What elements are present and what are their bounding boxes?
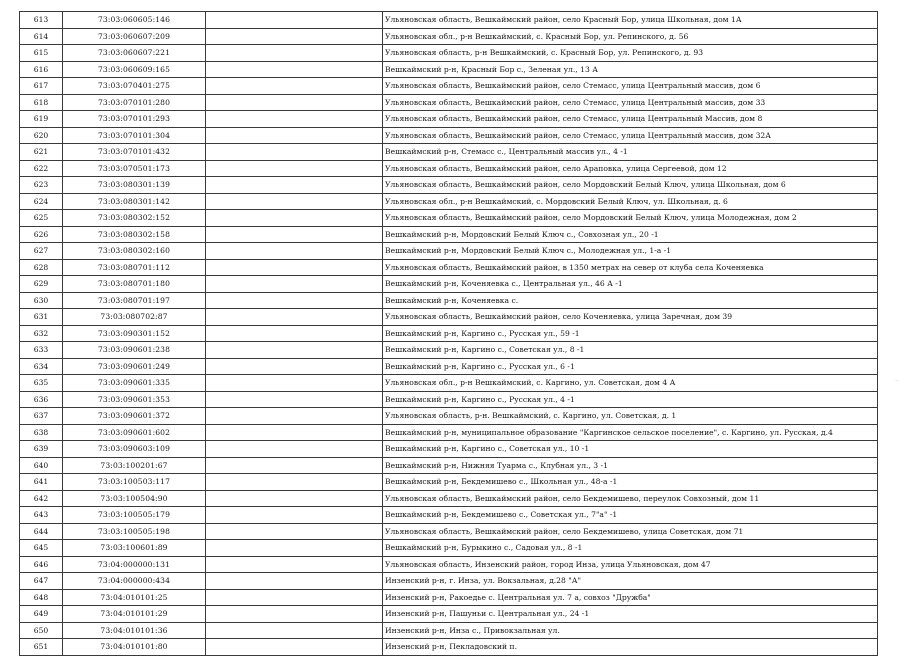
cadastral-number-cell: 73:03:060609:165 [63, 61, 206, 78]
cadastral-number-cell: 73:03:080302:158 [63, 226, 206, 243]
empty-cell [206, 556, 383, 573]
cadastral-number-cell: 73:03:070101:304 [63, 127, 206, 144]
row-number-cell: 617 [20, 78, 63, 95]
empty-cell [206, 523, 383, 540]
cadastral-number-cell: 73:03:100505:198 [63, 523, 206, 540]
row-number-cell: 637 [20, 408, 63, 425]
row-number-cell: 630 [20, 292, 63, 309]
table-row [20, 358, 878, 375]
row-number-cell: 618 [20, 94, 63, 111]
table-row [20, 523, 878, 540]
row-number-cell: 621 [20, 144, 63, 161]
cadastral-number-cell: 73:03:090601:353 [63, 391, 206, 408]
address-cell: Вешкаймский р-н, Бурыкино с., Садовая ул., 8 -1 [383, 540, 878, 557]
table-row [20, 408, 878, 425]
address-cell: Ульяновская область, Вешкаймский район, село Мордовский Белый Ключ, улица Молодежная, дом 2 [383, 210, 878, 227]
table-row [20, 78, 878, 95]
row-number-cell: 613 [20, 12, 63, 29]
cadastral-number-cell: 73:03:070501:173 [63, 160, 206, 177]
table-row [20, 193, 878, 210]
row-number-cell: 639 [20, 441, 63, 458]
table-row [20, 177, 878, 194]
row-number-cell: 632 [20, 325, 63, 342]
cadastral-number-cell: 73:03:070101:432 [63, 144, 206, 161]
cadastral-number-cell: 73:03:060605:146 [63, 12, 206, 29]
row-number-cell: 634 [20, 358, 63, 375]
address-cell: Ульяновская область, р-н Вешкаймский, с. Красный Бор, ул. Репинского, д. 93 [383, 45, 878, 62]
table-row [20, 424, 878, 441]
cadastral-number-cell: 73:03:060607:221 [63, 45, 206, 62]
row-number-cell: 623 [20, 177, 63, 194]
cadastral-number-cell: 73:03:090601:335 [63, 375, 206, 392]
address-cell: Ульяновская область, Вешкаймский район, село Мордовский Белый Ключ, улица Школьная, дом 6 [383, 177, 878, 194]
table-row [20, 94, 878, 111]
address-cell: Ульяновская обл., р-н Вешкаймский, с. Мордовский Белый Ключ, ул. Школьная, д. 6 [383, 193, 878, 210]
cadastral-number-cell: 73:03:090601:249 [63, 358, 206, 375]
address-cell: Ульяновская область, Вешкаймский район, село Коченяевка, улица Заречная, дом 39 [383, 309, 878, 326]
address-cell: Инзенский р-н, Инза с., Привокзальная ул. [383, 622, 878, 639]
table-row [20, 45, 878, 62]
property-register-table [19, 11, 878, 656]
cadastral-number-cell: 73:03:080302:160 [63, 243, 206, 260]
empty-cell [206, 441, 383, 458]
empty-cell [206, 292, 383, 309]
address-cell: Инзенский р-н, г. Инза, ул. Вокзальная, д.28 "А" [383, 573, 878, 590]
row-number-cell: 620 [20, 127, 63, 144]
empty-cell [206, 474, 383, 491]
table-row [20, 12, 878, 29]
table-row [20, 391, 878, 408]
address-cell: Ульяновская область, Вешкаймский район, село Бекдемишево, переулок Совхозный, дом 11 [383, 490, 878, 507]
address-cell: Вешкаймский р-н, Коченяевка с. [383, 292, 878, 309]
empty-cell [206, 193, 383, 210]
cadastral-number-cell: 73:03:060607:209 [63, 28, 206, 45]
table-row [20, 309, 878, 326]
address-cell: Ульяновская область, Вешкаймский район, село Араповка, улица Сергеевой, дом 12 [383, 160, 878, 177]
cadastral-number-cell: 73:03:080301:142 [63, 193, 206, 210]
table-row [20, 61, 878, 78]
cadastral-number-cell: 73:03:080301:139 [63, 177, 206, 194]
row-number-cell: 643 [20, 507, 63, 524]
row-number-cell: 649 [20, 606, 63, 623]
address-cell: Вешкаймский р-н, Бекдемишево с., Школьная ул., 48-а -1 [383, 474, 878, 491]
row-number-cell: 644 [20, 523, 63, 540]
cadastral-number-cell: 73:04:010101:80 [63, 639, 206, 656]
address-cell: Ульяновская область, Вешкаймский район, в 1350 метрах на север от клуба села Коченяевка [383, 259, 878, 276]
table-row [20, 276, 878, 293]
cadastral-number-cell: 73:03:100601:89 [63, 540, 206, 557]
address-cell: Ульяновская область, Вешкаймский район, село Стемасс, улица Центральный массив, дом 33 [383, 94, 878, 111]
table-row [20, 111, 878, 128]
address-cell: Ульяновская область, Вешкаймский район, село Бекдемишево, улица Советская, дом 71 [383, 523, 878, 540]
empty-cell [206, 424, 383, 441]
table-row [20, 490, 878, 507]
empty-cell [206, 28, 383, 45]
table-row [20, 342, 878, 359]
table-row [20, 507, 878, 524]
cadastral-number-cell: 73:04:000000:434 [63, 573, 206, 590]
row-number-cell: 638 [20, 424, 63, 441]
row-number-cell: 622 [20, 160, 63, 177]
empty-cell [206, 342, 383, 359]
address-cell: Ульяновская область, Вешкаймский район, село Стемасс, улица Центральный Массив, дом 8 [383, 111, 878, 128]
address-cell: Вешкаймский р-н, Мордовский Белый Ключ с., Совхозная ул., 20 -1 [383, 226, 878, 243]
address-cell: Инзенский р-н, Ракоедье с. Центральная ул. 7 а, совхоз "Дружба" [383, 589, 878, 606]
empty-cell [206, 243, 383, 260]
empty-cell [206, 12, 383, 29]
table-row [20, 292, 878, 309]
table-row [20, 144, 878, 161]
empty-cell [206, 507, 383, 524]
cadastral-number-cell: 73:03:100201:67 [63, 457, 206, 474]
empty-cell [206, 276, 383, 293]
register-body [20, 12, 878, 656]
cadastral-number-cell: 73:03:090601:602 [63, 424, 206, 441]
table-row [20, 441, 878, 458]
table-row [20, 474, 878, 491]
address-cell: Вешкаймский р-н, Каргино с., Советская ул., 8 -1 [383, 342, 878, 359]
empty-cell [206, 375, 383, 392]
row-number-cell: 614 [20, 28, 63, 45]
cadastral-number-cell: 73:03:080302:152 [63, 210, 206, 227]
empty-cell [206, 639, 383, 656]
empty-cell [206, 259, 383, 276]
address-cell: Вешкаймский р-н, Бекдемишево с., Советская ул., 7"а" -1 [383, 507, 878, 524]
row-number-cell: 641 [20, 474, 63, 491]
row-number-cell: 651 [20, 639, 63, 656]
empty-cell [206, 606, 383, 623]
cadastral-number-cell: 73:03:100504:90 [63, 490, 206, 507]
row-number-cell: 640 [20, 457, 63, 474]
row-number-cell: 627 [20, 243, 63, 260]
cadastral-number-cell: 73:03:080701:180 [63, 276, 206, 293]
table-row [20, 589, 878, 606]
cadastral-number-cell: 73:03:070401:275 [63, 78, 206, 95]
table-row [20, 160, 878, 177]
cadastral-number-cell: 73:03:070101:293 [63, 111, 206, 128]
address-cell: Ульяновская область, Вешкаймский район, село Красный Бор, улица Школьная, дом 1А [383, 12, 878, 29]
empty-cell [206, 589, 383, 606]
table-row [20, 639, 878, 656]
row-number-cell: 628 [20, 259, 63, 276]
cadastral-number-cell: 73:03:080702:87 [63, 309, 206, 326]
cadastral-number-cell: 73:03:090601:238 [63, 342, 206, 359]
address-cell: Вешкаймский р-н, Мордовский Белый Ключ с., Молодежная ул., 1-а -1 [383, 243, 878, 260]
row-number-cell: 645 [20, 540, 63, 557]
row-number-cell: 648 [20, 589, 63, 606]
table-row [20, 457, 878, 474]
table-row [20, 622, 878, 639]
cadastral-number-cell: 73:03:080701:197 [63, 292, 206, 309]
address-cell: Вешкаймский р-н, Каргино с., Русская ул., 59 -1 [383, 325, 878, 342]
address-cell: Ульяновская обл., р-н Вешкаймский, с. Красный Бор, ул. Репинского, д. 56 [383, 28, 878, 45]
empty-cell [206, 540, 383, 557]
empty-cell [206, 622, 383, 639]
empty-cell [206, 45, 383, 62]
empty-cell [206, 226, 383, 243]
address-cell: Ульяновская область, Вешкаймский район, село Стемасс, улица Центральный массив, дом 32А [383, 127, 878, 144]
table-row [20, 127, 878, 144]
address-cell: Вешкаймский р-н, Каргино с., Русская ул., 4 -1 [383, 391, 878, 408]
empty-cell [206, 490, 383, 507]
address-cell: Ульяновская область, Инзенский район, город Инза, улица Ульяновская, дом 47 [383, 556, 878, 573]
address-cell: Ульяновская область, Вешкаймский район, село Стемасс, улица Центральный массив, дом 6 [383, 78, 878, 95]
cadastral-number-cell: 73:04:010101:29 [63, 606, 206, 623]
address-cell: Инзенский р-н, Пекладовский п. [383, 639, 878, 656]
table-row [20, 375, 878, 392]
empty-cell [206, 309, 383, 326]
address-cell: Вешкаймский р-н, Коченяевка с., Центральная ул., 46 А -1 [383, 276, 878, 293]
empty-cell [206, 111, 383, 128]
empty-cell [206, 408, 383, 425]
empty-cell [206, 177, 383, 194]
cadastral-number-cell: 73:03:070101:280 [63, 94, 206, 111]
cadastral-number-cell: 73:03:090301:152 [63, 325, 206, 342]
cadastral-number-cell: 73:04:010101:25 [63, 589, 206, 606]
row-number-cell: 650 [20, 622, 63, 639]
address-cell: Вешкаймский р-н, Нижняя Туарма с., Клубная ул., 3 -1 [383, 457, 878, 474]
cadastral-number-cell: 73:04:010101:36 [63, 622, 206, 639]
scan-speck: ·· [895, 378, 899, 385]
row-number-cell: 625 [20, 210, 63, 227]
row-number-cell: 642 [20, 490, 63, 507]
address-cell: Вешкаймский р-н, Стемасс с., Центральный массив ул., 4 -1 [383, 144, 878, 161]
row-number-cell: 636 [20, 391, 63, 408]
address-cell: Инзенский р-н, Пашуньи с. Центральная ул., 24 -1 [383, 606, 878, 623]
address-cell: Ульяновская обл., р-н Вешкаймский, с. Каргино, ул. Советская, дом 4 А [383, 375, 878, 392]
row-number-cell: 631 [20, 309, 63, 326]
table-row [20, 325, 878, 342]
row-number-cell: 624 [20, 193, 63, 210]
row-number-cell: 629 [20, 276, 63, 293]
empty-cell [206, 391, 383, 408]
address-cell: Ульяновская область, р-н. Вешкаймский, с. Каргино, ул. Советская, д. 1 [383, 408, 878, 425]
table-row [20, 210, 878, 227]
table-row [20, 606, 878, 623]
row-number-cell: 635 [20, 375, 63, 392]
empty-cell [206, 457, 383, 474]
empty-cell [206, 325, 383, 342]
row-number-cell: 616 [20, 61, 63, 78]
empty-cell [206, 144, 383, 161]
cadastral-number-cell: 73:04:000000:131 [63, 556, 206, 573]
cadastral-number-cell: 73:03:100503:117 [63, 474, 206, 491]
address-cell: Вешкаймский р-н, Каргино с., Русская ул., 6 -1 [383, 358, 878, 375]
empty-cell [206, 210, 383, 227]
cadastral-number-cell: 73:03:080701:112 [63, 259, 206, 276]
table-row [20, 540, 878, 557]
cadastral-number-cell: 73:03:100505:179 [63, 507, 206, 524]
empty-cell [206, 358, 383, 375]
empty-cell [206, 78, 383, 95]
empty-cell [206, 94, 383, 111]
table-row [20, 573, 878, 590]
table-row [20, 226, 878, 243]
cadastral-number-cell: 73:03:090603:109 [63, 441, 206, 458]
cadastral-number-cell: 73:03:090601:372 [63, 408, 206, 425]
row-number-cell: 633 [20, 342, 63, 359]
empty-cell [206, 61, 383, 78]
empty-cell [206, 573, 383, 590]
table-row [20, 28, 878, 45]
empty-cell [206, 127, 383, 144]
table-row [20, 556, 878, 573]
address-cell: Вешкаймский р-н, муниципальное образование "Каргинское сельское поселение", с. Каргино, ул. Русская, д.4 [383, 424, 878, 441]
table-row [20, 259, 878, 276]
address-cell: Вешкаймский р-н, Красный Бор с., Зеленая ул., 13 А [383, 61, 878, 78]
row-number-cell: 615 [20, 45, 63, 62]
row-number-cell: 646 [20, 556, 63, 573]
empty-cell [206, 160, 383, 177]
row-number-cell: 647 [20, 573, 63, 590]
row-number-cell: 619 [20, 111, 63, 128]
address-cell: Вешкаймский р-н, Каргино с., Советская ул., 10 -1 [383, 441, 878, 458]
row-number-cell: 626 [20, 226, 63, 243]
table-row [20, 243, 878, 260]
